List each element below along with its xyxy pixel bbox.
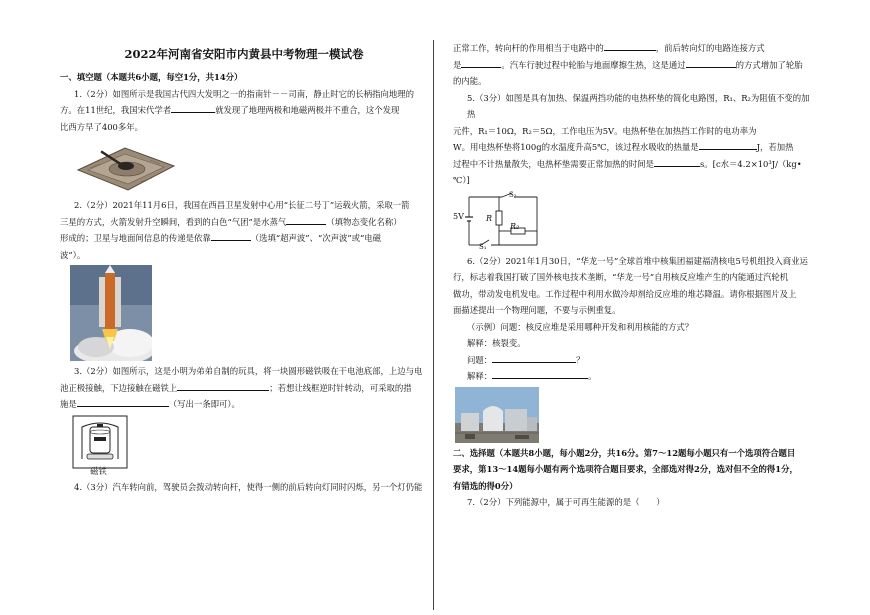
right-column (453, 40, 813, 511)
question-answer-blank[interactable] (492, 353, 576, 363)
exam-title: 2022年河南省安阳市内黄县中考物理一模试卷 (124, 47, 364, 61)
rocket-launch-image (60, 263, 428, 363)
answer-blank[interactable] (699, 140, 757, 150)
compass-sinan-image (60, 135, 428, 197)
question-7: 7.（2分）下列能源中，属于可再生能源的是（ ） (467, 497, 665, 507)
voltage-label: 5V (453, 211, 464, 221)
question-4-continued: 正常工作，转向杆的作用相当于电路中的 ，前后转向灯的电路连接方式 是 。汽车行驶过程中轮胎与地面摩擦生热，这是通过 的方式增加了轮胎 的内能。 (453, 43, 803, 86)
question-2: 2.（2分）2021年11月6日，我国在西昌卫星发射中心用“长征二号丁”运载火箭，采取一箭 三星的方式，火箭发射升空瞬间，看到的白色“气团”是水蒸气 （填物态变化名称） 形成的；卫星与地面间信息的传递是依靠 （选填“超声波”、“次声波”或“电磁 波”）。 (60, 197, 428, 363)
answer-blank[interactable] (77, 397, 169, 407)
heating-pad-circuit-diagram (453, 189, 813, 253)
question-4-start: 4.（3分）汽车转向前，驾驶员会拨动转向杆，使得一侧的前后转向灯同时闪烁，另一个灯仍能 (74, 481, 423, 492)
resistor-r2-label: R₂ (510, 221, 520, 231)
magnet-label: 磁铁 (90, 465, 107, 476)
section-1-heading: 一、填空题（本题共6小题，每空1分，共14分） (60, 72, 243, 82)
section-2: 二、选择题（本题共8小题，每小题2分，共16分。第7～12题每小题只有一个选项符合题目 要求，第13～14题每小题有两个选项符合题目要求，全部选对得2分，选对但不全的得1分， 有错选的得0分） (453, 447, 798, 491)
answer-blank[interactable] (286, 215, 326, 225)
question-1: 1.（2分）如图所示是我国古代四大发明之一的指南针－－司南，静止时它的长柄指向地理的 方。在11世纪，我国宋代学者 就发现了地理两极和地磁两极并不重合，这个发现 比西方早了400多年。 (60, 86, 428, 198)
question-3: 3.（2分）如图所示，这是小明为弟弟自制的玩具，将一块圆形磁铁吸在干电池底部，上边与电 池正极接触，下边接触在磁铁上 ；若想让线框逆时针转动，可采取的措 施是 （写出一条即可）。 磁铁 (60, 363, 428, 479)
answer-blank[interactable] (211, 231, 251, 241)
answer-blank[interactable] (686, 58, 736, 68)
answer-blank[interactable] (654, 157, 700, 167)
nuclear-plant-image (453, 385, 813, 445)
explanation-answer-blank[interactable] (492, 369, 588, 379)
left-column (60, 46, 428, 495)
answer-blank[interactable] (604, 41, 656, 51)
answer-blank[interactable] (171, 103, 215, 113)
column-divider (433, 40, 434, 610)
answer-blank[interactable] (177, 381, 269, 391)
question-5: 5.（3分）如图是具有加热、保温两挡功能的电热杯垫的简化电路图，R₁、R₂为阻值不变的加热 元件，R₁＝10Ω，R₂＝5Ω，工作电压为5V。电热杯垫在加热挡工作时的电功率为 W。用电热杯垫将100g的水温度升高5℃，该过程水吸收的热量是 J，若加热 过程中不计热量散失，电热杯垫需要正常加热的时间是 s。[c水＝4.2×10³J/（kg• ℃）] 5V R R₂ S₂ S₁ (453, 90, 813, 253)
question-6: 6.（2分）2021年1月30日，“华龙一号”全球首堆中核集团福建福清核电5号机组投入商业运 行，标志着我国打破了国外核电技术垄断，“华龙一号”自用核反应堆产生的内能通过汽轮机 做功，带动发电机发电。工作过程中利用水做冷却剂给反应堆的堆芯降温。请你根据图片及上 面描述提出一个物理问题，不要与示例重复。 （示例）问题：核反应堆是采用哪种开发和利用核能的方式？ 解释：核裂变。 问题： ？ 解释： 。 (453, 253, 813, 445)
battery-magnet-toy-figure (60, 413, 428, 479)
answer-blank[interactable] (461, 58, 501, 68)
switch-s1-label: S₁ (479, 242, 487, 251)
resistor-r-label: R (486, 213, 493, 223)
switch-s2-label: S₂ (509, 190, 517, 199)
